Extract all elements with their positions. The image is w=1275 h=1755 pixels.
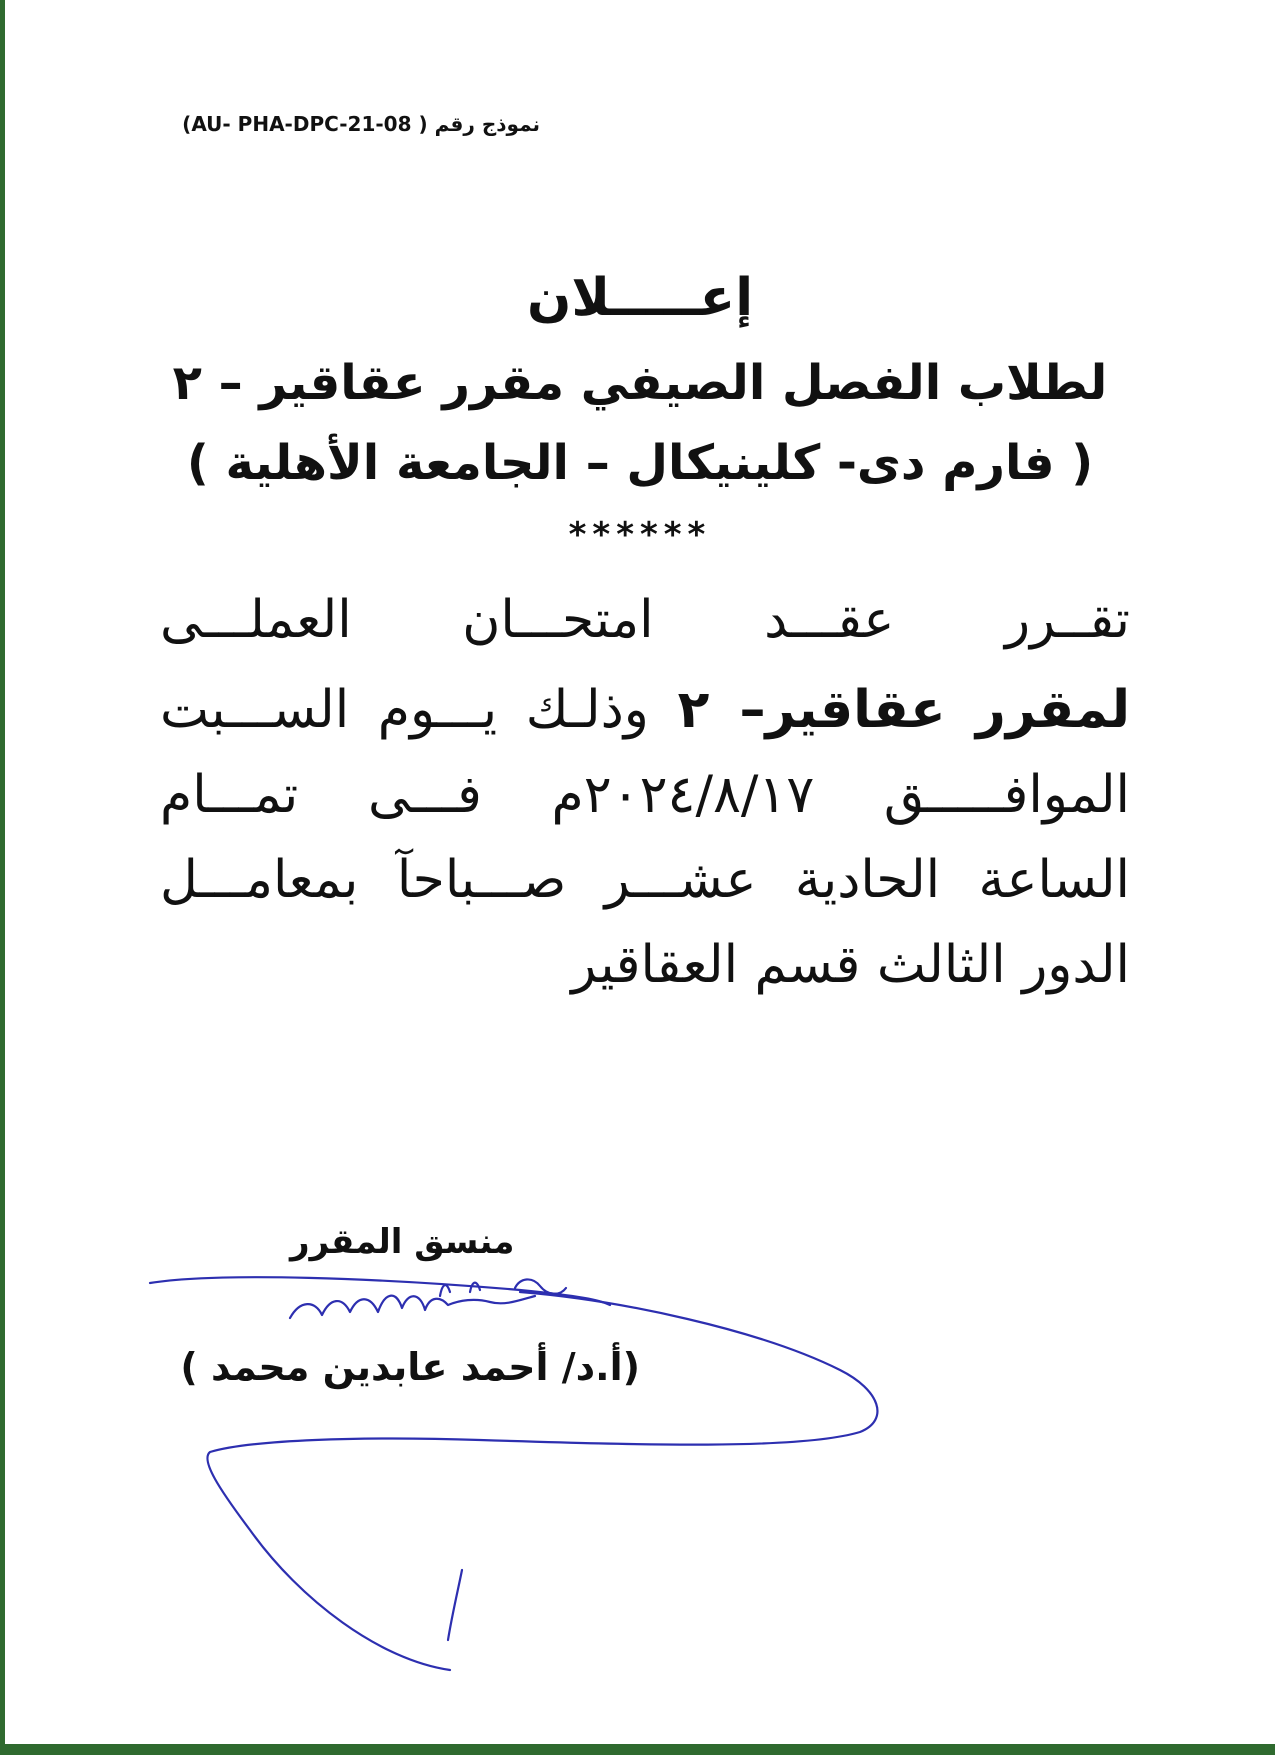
stars-divider: ****** bbox=[568, 515, 712, 555]
coordinator-title: منسق المقرر bbox=[290, 1222, 515, 1262]
coordinator-name: (أ.د/ أحمد عابدين محمد ) bbox=[180, 1345, 640, 1389]
scan-edge-bottom bbox=[0, 1744, 1275, 1755]
body-line-2-rest: وذلـك يـــوم الســـبت bbox=[160, 680, 678, 740]
announcement-title: إعـــــلان bbox=[526, 268, 754, 328]
body-line-4: الساعة الحادية عشـــر صـــباحآ بمعامـــل bbox=[160, 850, 1130, 910]
body-line-2 bbox=[160, 680, 1130, 740]
course-name: لمقرر عقاقير– ٢ bbox=[677, 680, 1130, 740]
form-code: نموذج رقم ( AU- PHA-DPC-21-08) bbox=[182, 112, 540, 136]
body-line-1: تقــرر عقـــد امتحـــان العملـــى bbox=[160, 590, 1130, 650]
body-line-3: الموافـــــق ٢٠٢٤/٨/١٧م فـــى تمـــام bbox=[160, 765, 1130, 825]
program-line: ( فارم دى- كلينيكال – الجامعة الأهلية ) bbox=[186, 435, 1094, 491]
scan-edge-left bbox=[0, 0, 5, 1755]
announcement-subtitle: لطلاب الفصل الصيفي مقرر عقاقير – ٢ bbox=[172, 355, 1108, 411]
body-line-5: الدور الثالث قسم العقاقير bbox=[571, 935, 1130, 995]
